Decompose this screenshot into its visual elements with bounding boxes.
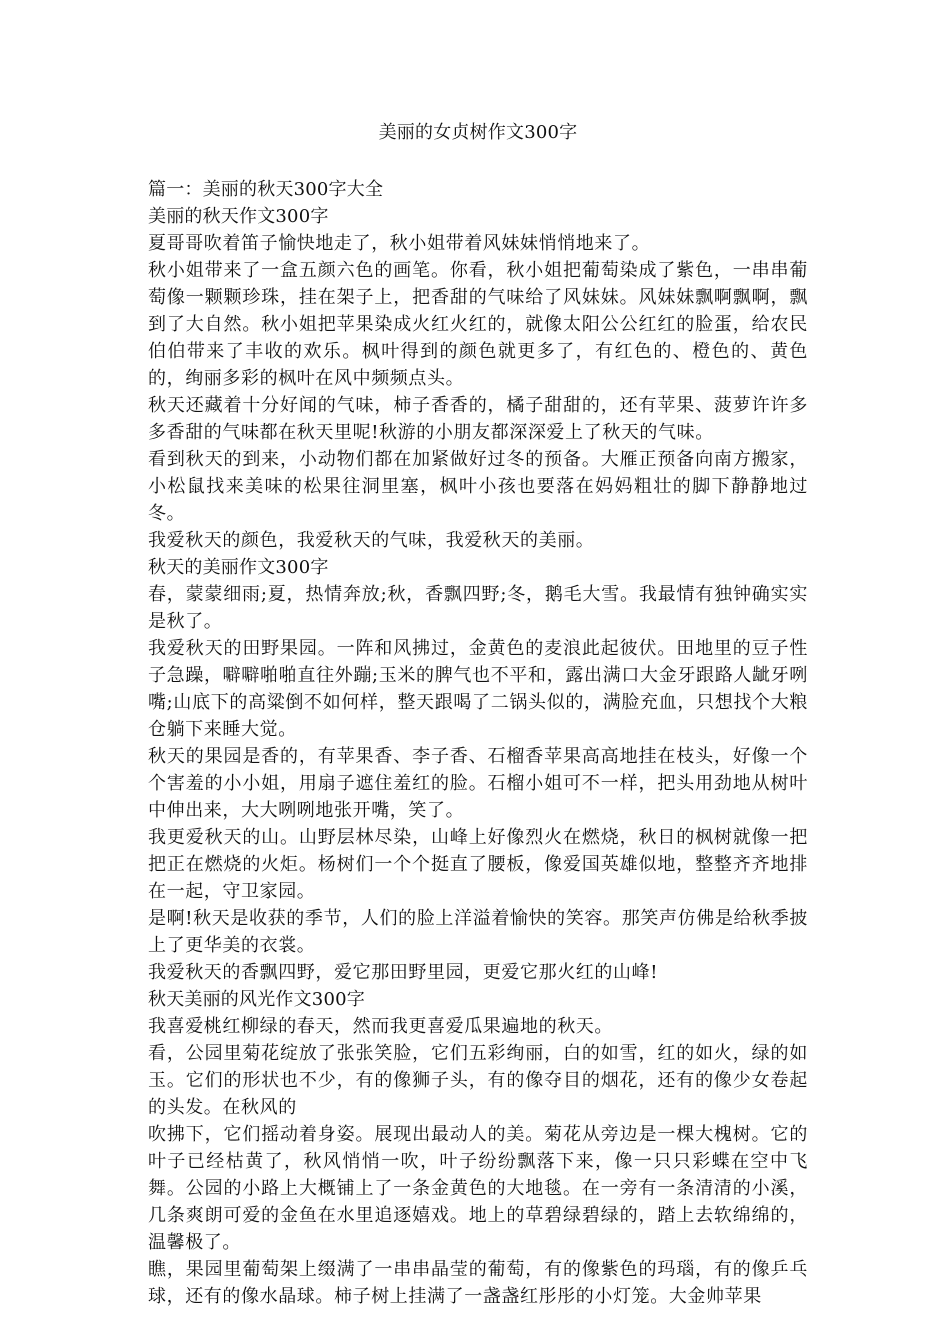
paragraph: 秋天的果园是香的，有苹果香、李子香、石榴香苹果高高地挂在枝头，好像一个个害羞的小小姐，用扇子遮住羞红的脸。石榴小姐可不一样，把头用劲地从树叶中伸出来，大大咧咧地张开嘴，笑了。: [148, 746, 808, 821]
paragraph: 秋天还藏着十分好闻的气味，柿子香香的，橘子甜甜的，还有苹果、菠萝许许多多香甜的气味都在秋天里呢!秋游的小朋友都深深爱上了秋天的气味。: [148, 395, 808, 443]
paragraph: 我爱秋天的颜色，我爱秋天的气味，我爱秋天的美丽。: [148, 530, 595, 551]
essay-title: 美丽的秋天作文300字: [148, 206, 329, 227]
paragraph: 看到秋天的到来，小动物们都在加紧做好过冬的预备。大雁正预备向南方搬家，小松鼠找来美味的松果往洞里塞，枫叶小孩也要落在妈妈粗壮的脚下静静地过冬。: [148, 449, 808, 524]
paragraph: 我爱秋天的田野果园。一阵和风拂过，金黄色的麦浪此起彼伏。田地里的豆子性子急躁，噼噼啪啪直往外蹦;玉米的脾气也不平和，露出满口大金牙跟路人龇牙咧嘴;山底下的高粱倒不如何样，整天跟喝了二锅头似的，满脸充血，只想找个大粮仓躺下来睡大觉。: [148, 638, 808, 740]
paragraph: 看，公园里菊花绽放了张张笑脸，它们五彩绚丽，白的如雪，红的如火，绿的如玉。它们的形状也不少，有的像狮子头，有的像夺目的烟花，还有的像少女卷起的头发。在秋风的: [148, 1043, 808, 1118]
section-heading: 篇一：美丽的秋天300字大全: [148, 179, 384, 200]
paragraph: 是啊!秋天是收获的季节，人们的脸上洋溢着愉快的笑容。那笑声仿佛是给秋季披上了更华美的衣裳。: [148, 908, 808, 956]
document-page: [148, 120, 808, 1310]
paragraph: 夏哥哥吹着笛子愉快地走了，秋小姐带着风妹妹悄悄地来了。: [148, 233, 651, 254]
paragraph: 春，蒙蒙细雨;夏，热情奔放;秋，香飘四野;冬，鹅毛大雪。我最情有独钟确实实是秋了。: [148, 584, 808, 632]
paragraph: 秋小姐带来了一盒五颜六色的画笔。你看，秋小姐把葡萄染成了紫色，一串串葡萄像一颗颗珍珠，挂在架子上，把香甜的气味给了风妹妹。风妹妹飘啊飘啊，飘到了大自然。秋小姐把苹果染成火红火红的，就像太阳公公红红的脸蛋，给农民伯伯带来了丰收的欢乐。枫叶得到的颜色就更多了，有红色的、橙色的、黄色的，绚丽多彩的枫叶在风中频频点头。: [148, 260, 808, 389]
paragraph: 瞧，果园里葡萄架上缀满了一串串晶莹的葡萄，有的像紫色的玛瑙，有的像乒乓球，还有的像水晶球。柿子树上挂满了一盏盏红彤彤的小灯笼。大金帅苹果: [148, 1259, 808, 1307]
paragraph: 我更爱秋天的山。山野层林尽染，山峰上好像烈火在燃烧，秋日的枫树就像一把把正在燃烧的火炬。杨树们一个个挺直了腰板，像爱国英雄似地，整整齐齐地排在一起，守卫家园。: [148, 827, 808, 902]
essay-title: 秋天的美丽作文300字: [148, 557, 329, 578]
paragraph: 我爱秋天的香飘四野，爱它那田野里园，更爱它那火红的山峰!: [148, 962, 659, 983]
essay-title: 秋天美丽的风光作文300字: [148, 989, 365, 1010]
paragraph: 吹拂下，它们摇动着身姿。展现出最动人的美。菊花从旁边是一棵大槐树。它的叶子已经枯黄了，秋风悄悄一吹，叶子纷纷飘落下来，像一只只彩蝶在空中飞舞。公园的小路上大概铺上了一条金黄色的大地毯。在一旁有一条清清的小溪，几条爽朗可爱的金鱼在水里追逐嬉戏。地上的草碧绿碧绿的，踏上去软绵绵的，温馨极了。: [148, 1124, 808, 1253]
document-title: 美丽的女贞树作文300字: [378, 122, 578, 143]
paragraph: 我喜爱桃红柳绿的春天，然而我更喜爱瓜果遍地的秋天。: [148, 1016, 613, 1037]
